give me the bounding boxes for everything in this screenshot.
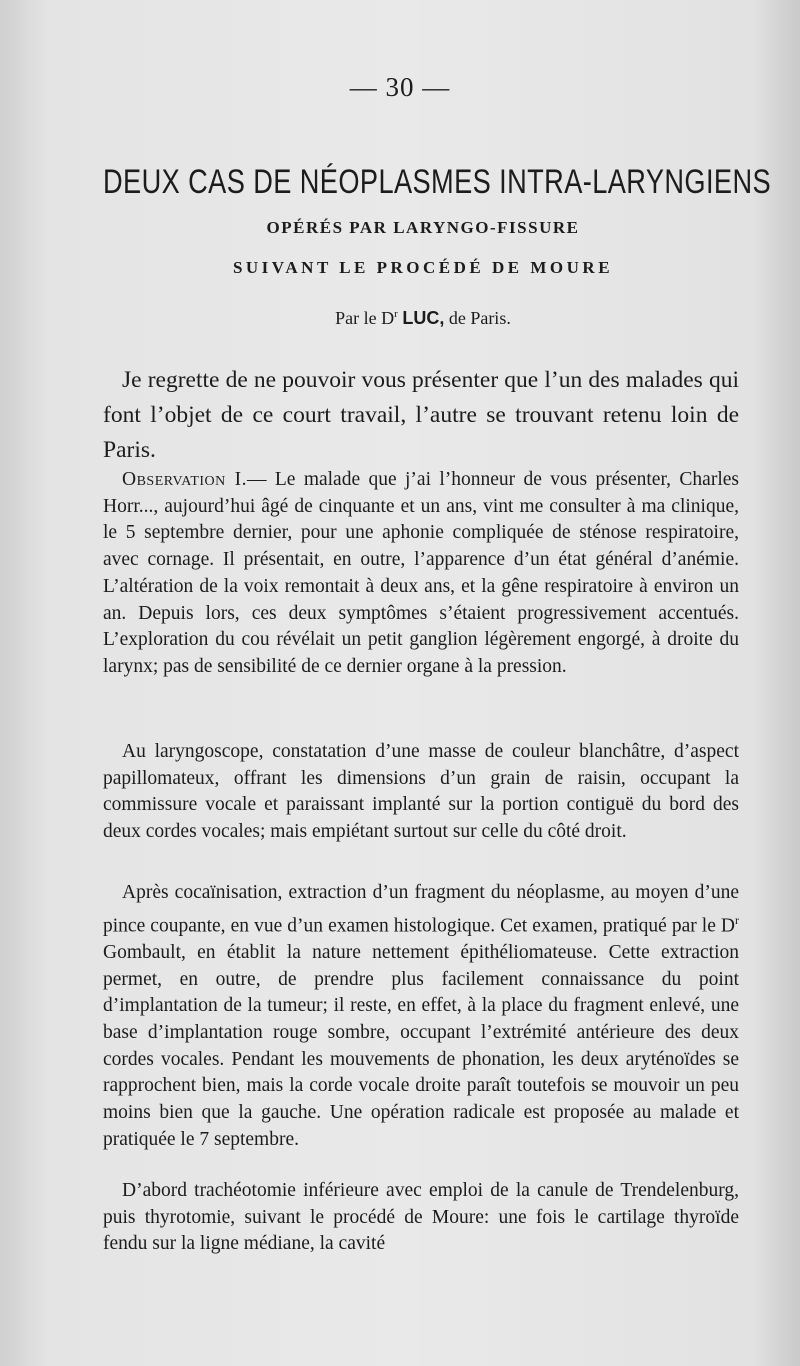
extraction-text-before: Après cocaïnisation, extraction d’un fragment du néoplasme, au moyen d’une pince coupante, en vue d’un examen histologique. Cet examen, pratiqué par le D xyxy=(103,882,739,937)
article-title: DEUX CAS DE NÉOPLASMES INTRA-LARYNGIENS xyxy=(103,163,772,201)
byline-prefix: Par le D xyxy=(335,308,395,328)
byline-suffix: de Paris. xyxy=(444,308,511,328)
subtitle-1: OPÉRÉS PAR LARYNGO-FISSURE xyxy=(266,218,580,237)
observation-text: — Le malade que j’ai l’honneur de vous présenter, Charles Horr..., aujourd’hui âgé de cinquante et un ans, vint me consulter à ma clinique, le 5 septembre dernier, pour une aphonie compliquée de sténose respiratoire, avec cornage. Il présentait, en outre, l’apparence d’un état général d’anémie. L’altération de la voix remontait à deux ans, et la gêne respiratoire à environ un an. Depuis lors, ces deux symptômes s’étaient progressivement accentués. L’exploration du cou révélait un petit ganglion légèrement engorgé, à droite du larynx; pas de sensibilité de ce dernier organe à la pression. xyxy=(103,469,739,677)
byline-sup: r xyxy=(394,308,398,320)
byline xyxy=(0,308,800,329)
subtitle-2: SUIVANT LE PROCÉDÉ DE MOURE xyxy=(232,258,614,277)
extraction-text-after: Gombault, en établit la nature nettement épithéliomateuse. Cette extraction permet, en outre, de prendre plus facilement connaissance du point d’implantation de la tumeur; il reste, en effet, à la place du fragment enlevé, une base d’implantation rouge sombre, occupant l’extrémité antérieure des deux cordes vocales. Pendant les mouvements de phonation, les deux aryténoïdes se rapprochent bien, mais la corde vocale droite paraît toutefois se mouvoir un peu moins bien que la gauche. Une opération radicale est proposée au malade et pratiquée le 7 septembre. xyxy=(103,941,739,1150)
observation-paragraph xyxy=(103,467,739,681)
observation-label: Observation I. xyxy=(122,469,248,490)
extraction-sup: r xyxy=(735,912,739,927)
intro-paragraph: Je regrette de ne pouvoir vous présenter que l’un des malades qui font l’objet de ce court travail, l’autre se trouvant retenu loin de Paris. xyxy=(103,367,739,463)
laryngoscope-paragraph: Au laryngoscope, constatation d’une masse de couleur blanchâtre, d’aspect papillomateux, offrant les dimensions d’un grain de raisin, occupant la commissure vocale et paraissant implanté sur la portion contiguë du bord des deux cordes vocales; mais empiétant surtout sur celle du côté droit. xyxy=(103,741,739,843)
author-name: LUC, xyxy=(402,308,445,328)
page-number: — 30 — xyxy=(349,72,451,102)
operation-paragraph: D’abord trachéotomie inférieure avec emploi de la canule de Trendelenburg, puis thyrotomie, suivant le procédé de Moure: une fois le cartilage thyroïde fendu sur la ligne médiane, la cavité xyxy=(103,1180,739,1255)
extraction-paragraph xyxy=(103,880,739,1154)
